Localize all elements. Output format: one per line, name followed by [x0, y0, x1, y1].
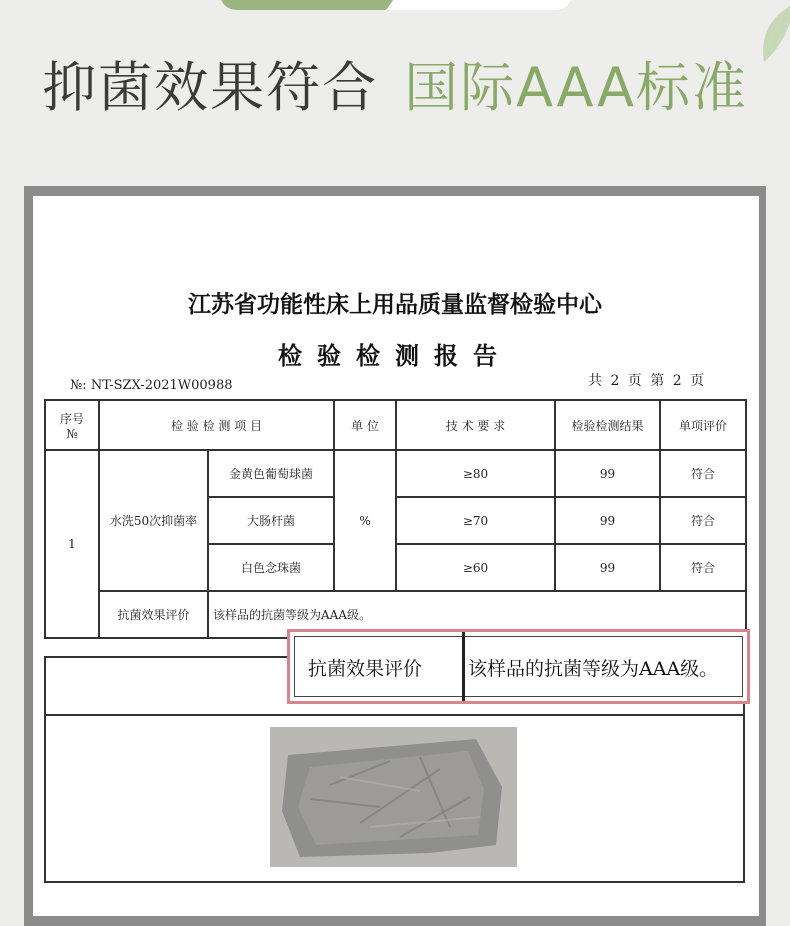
- zoom-divider: [462, 632, 465, 701]
- lower-divider: [46, 714, 743, 716]
- evaluation-cell: 符合: [660, 450, 746, 497]
- result-cell: 99: [555, 544, 660, 591]
- requirement-cell: ≥70: [396, 497, 555, 544]
- header-requirement: 技 术 要 求: [396, 400, 555, 450]
- zoom-text: 该样品的抗菌等级为AAA级。: [468, 658, 719, 680]
- requirement-cell: ≥60: [396, 544, 555, 591]
- top-tab-green: [220, 0, 400, 10]
- zoom-label: 抗菌效果评价: [308, 658, 423, 680]
- unit-cell: %: [334, 450, 396, 591]
- evaluation-cell: 符合: [660, 497, 746, 544]
- zoom-callout: [287, 629, 750, 704]
- report-pages: 共 2 页 第 2 页: [588, 373, 707, 389]
- summary-text-cell: 该样品的抗菌等级为AAA级。: [208, 591, 746, 638]
- headline-part1: 抑菌效果符合: [42, 56, 379, 119]
- report-title: 检验检测报告: [278, 341, 512, 370]
- result-cell: 99: [555, 497, 660, 544]
- headline-part2: 国际AAA标准: [404, 56, 748, 119]
- header-item: 检 验 检 测 项 目: [99, 400, 334, 450]
- seq-cell: 1: [45, 450, 99, 638]
- header-result: 检验检测结果: [555, 400, 660, 450]
- requirement-cell: ≥80: [396, 450, 555, 497]
- header-evaluation: 单项评价: [660, 400, 746, 450]
- result-cell: 99: [555, 450, 660, 497]
- top-tab-decoration: [220, 0, 572, 10]
- evaluation-cell: 符合: [660, 544, 746, 591]
- test-name-cell: 水洗50次抑菌率: [99, 450, 208, 591]
- header-seq: 序号 №: [45, 400, 99, 450]
- fabric-image: [270, 727, 517, 867]
- top-tab-divider: [386, 0, 426, 10]
- organism-cell: 大肠杆菌: [208, 497, 334, 544]
- headline: [0, 56, 790, 120]
- organism-cell: 金黄色葡萄球菌: [208, 450, 334, 497]
- fabric-sample-photo: [270, 727, 517, 867]
- summary-label-cell: 抗菌效果评价: [99, 591, 208, 638]
- report-number: №: NT-SZX-2021W00988: [70, 378, 233, 393]
- report-table: [44, 399, 747, 639]
- organism-cell: 白色念珠菌: [208, 544, 334, 591]
- table-header-row: [45, 400, 746, 450]
- header-unit: 单 位: [334, 400, 396, 450]
- report-organization: 江苏省功能性床上用品质量监督检验中心: [188, 291, 602, 318]
- table-row: [45, 450, 746, 497]
